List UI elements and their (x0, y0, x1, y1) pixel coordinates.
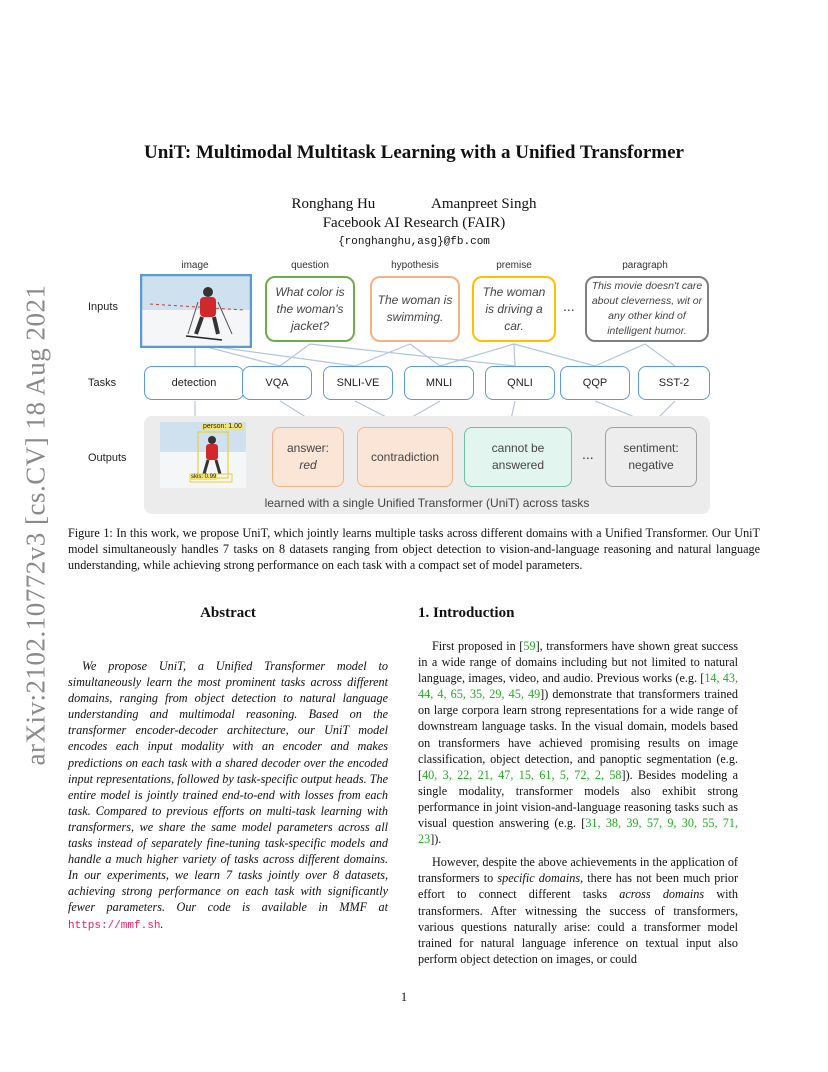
intro-emphasis: specific domains (497, 871, 581, 886)
citation[interactable]: 31, 38, 39, 57, 9, 30, 55, 71, 23 (418, 816, 739, 847)
label-question: question (291, 260, 329, 271)
task-mnli: MNLI (404, 366, 474, 400)
intro-paragraph-1 (418, 638, 738, 847)
task-qnli: QNLI (485, 366, 555, 400)
figure-caption: Figure 1: In this work, we propose UniT, which jointly learns multiple tasks across different domains with a Unified Transformer. Our UniT model simultaneously handles 7 tasks on 8 datasets ranging from object detection to vision-and-language reasoning and natural language understanding, while achieving strong performance on each task with a compact set of model parameters. (68, 526, 760, 572)
label-paragraph: paragraph (622, 260, 668, 271)
row-label-tasks: Tasks (88, 377, 117, 389)
task-qqp: QQP (560, 366, 630, 400)
abstract-body (68, 658, 388, 934)
intro-text: with transformers. After witnessing the success of transformers, various questions naturally arise: could a transformer model trained for natural language inference on textual input also perform object detection on images, or could (418, 887, 738, 966)
input-hypothesis: The woman is swimming. (370, 276, 460, 342)
abstract-end: . (160, 916, 164, 931)
code-link[interactable]: https://mmf.sh (68, 919, 161, 932)
citation[interactable]: 14, 43, 44, 4, 65, 35, 29, 45, 49 (418, 671, 739, 702)
intro-text: ], transformers have shown great success in a wide range of domains including but not limited to natural language, images, video, and audio. Previous works (e.g. [ (418, 639, 738, 686)
output-vqa-label: answer: (286, 441, 330, 455)
author-1: Ronghang Hu (291, 196, 376, 212)
intro-paragraph-2 (418, 854, 738, 967)
row-label-inputs: Inputs (88, 301, 118, 313)
label-image: image (181, 260, 209, 271)
citation[interactable]: 59 (523, 639, 536, 653)
intro-body (418, 638, 738, 974)
output-sentiment-value: negative (628, 458, 674, 472)
detection-label-person: person: 1.00 (203, 423, 242, 430)
intro-heading: 1. Introduction (418, 605, 515, 621)
intro-text: ]). (430, 832, 442, 847)
page-number: 1 (400, 990, 408, 1004)
input-paragraph: This movie doesn't care about cleverness, wit or any other kind of intelligent humor. (585, 276, 709, 342)
input-premise: The woman is driving a car. (472, 276, 556, 342)
detection-label-skis: skis: 0.99 (191, 474, 217, 480)
output-ellipsis: ... (582, 446, 594, 462)
author-2: Amanpreet Singh (431, 196, 537, 212)
label-premise: premise (496, 260, 532, 271)
output-vqa-value: red (299, 458, 317, 472)
email: {ronghanghu,asg}@fb.com (338, 236, 490, 248)
row-label-outputs: Outputs (88, 452, 127, 464)
paper-title: UniT: Multimodal Multitask Learning with a Unified Transformer (144, 142, 684, 163)
output-vqa (272, 427, 344, 487)
authors (0, 196, 828, 213)
citation[interactable]: 40, 3, 22, 21, 47, 15, 61, 5, 72, 2, 58 (422, 767, 622, 782)
figure-1 (80, 256, 720, 516)
output-qnli: cannot be answered (464, 427, 572, 487)
intro-text: ]). Besides modeling a single modality, transformer models also exhibit strong performance in joint vision-and-language reasoning tasks such as visual question answering (e.g. [ (418, 767, 738, 831)
output-nli: contradiction (357, 427, 453, 487)
intro-text: First proposed in [ (432, 639, 524, 653)
output-sentiment-label: sentiment: (623, 441, 679, 455)
input-question: What color is the woman's jacket? (265, 276, 355, 342)
intro-text: However, despite the above achievements in the application of transformers to (418, 855, 738, 886)
output-detection (160, 422, 246, 488)
arxiv-stamp: arXiv:2102.10772v3 [cs.CV] 18 Aug 2021 (20, 284, 51, 766)
abstract-heading: Abstract (200, 605, 256, 621)
task-vqa: VQA (242, 366, 312, 400)
abstract-text: We propose UniT, a Unified Transformer model to simultaneously learn the most prominent tasks across different domains, ranging from object detection to natural language understanding and multimodal reasoning. Based on the transformer encoder-decoder architecture, our UniT model encodes each input modality with an encoder and makes predictions on each task with a shared decoder over the encoded input representations, followed by task-specific output heads. The entire model is jointly trained end-to-end with losses from each task. Compared to previous efforts on multi-task learning with transformers, we share the same model parameters across all tasks instead of separately fine-tuning task-specific models and handle a much higher variety of tasks across different domains. In our experiments, we learn 7 tasks jointly over 8 datasets, achieving strong performance on each task with significantly fewer parameters. Our code is available in MMF at (68, 659, 388, 915)
intro-text: , there has not been much prior effort to connect different tasks (418, 871, 739, 902)
intro-emphasis: across domains (619, 887, 705, 902)
task-snli-ve: SNLI-VE (323, 366, 393, 400)
label-hypothesis: hypothesis (391, 260, 439, 271)
affiliation: Facebook AI Research (FAIR) (322, 215, 506, 231)
output-sentiment (605, 427, 697, 487)
task-detection: detection (144, 366, 244, 400)
input-ellipsis: ... (563, 298, 575, 314)
intro-text: ]) demonstrate that transformers trained on large corpora learn strong representations for a wide range of downstream language tasks. In the visual domain, models based on transformers have achieved promising results on image classification, object detection, and panoptic segmentation (e.g. [ (418, 687, 738, 782)
task-sst2: SST-2 (638, 366, 710, 400)
unit-caption: learned with a single Unified Transformer (UniT) across tasks (264, 496, 590, 510)
input-image (140, 274, 252, 348)
